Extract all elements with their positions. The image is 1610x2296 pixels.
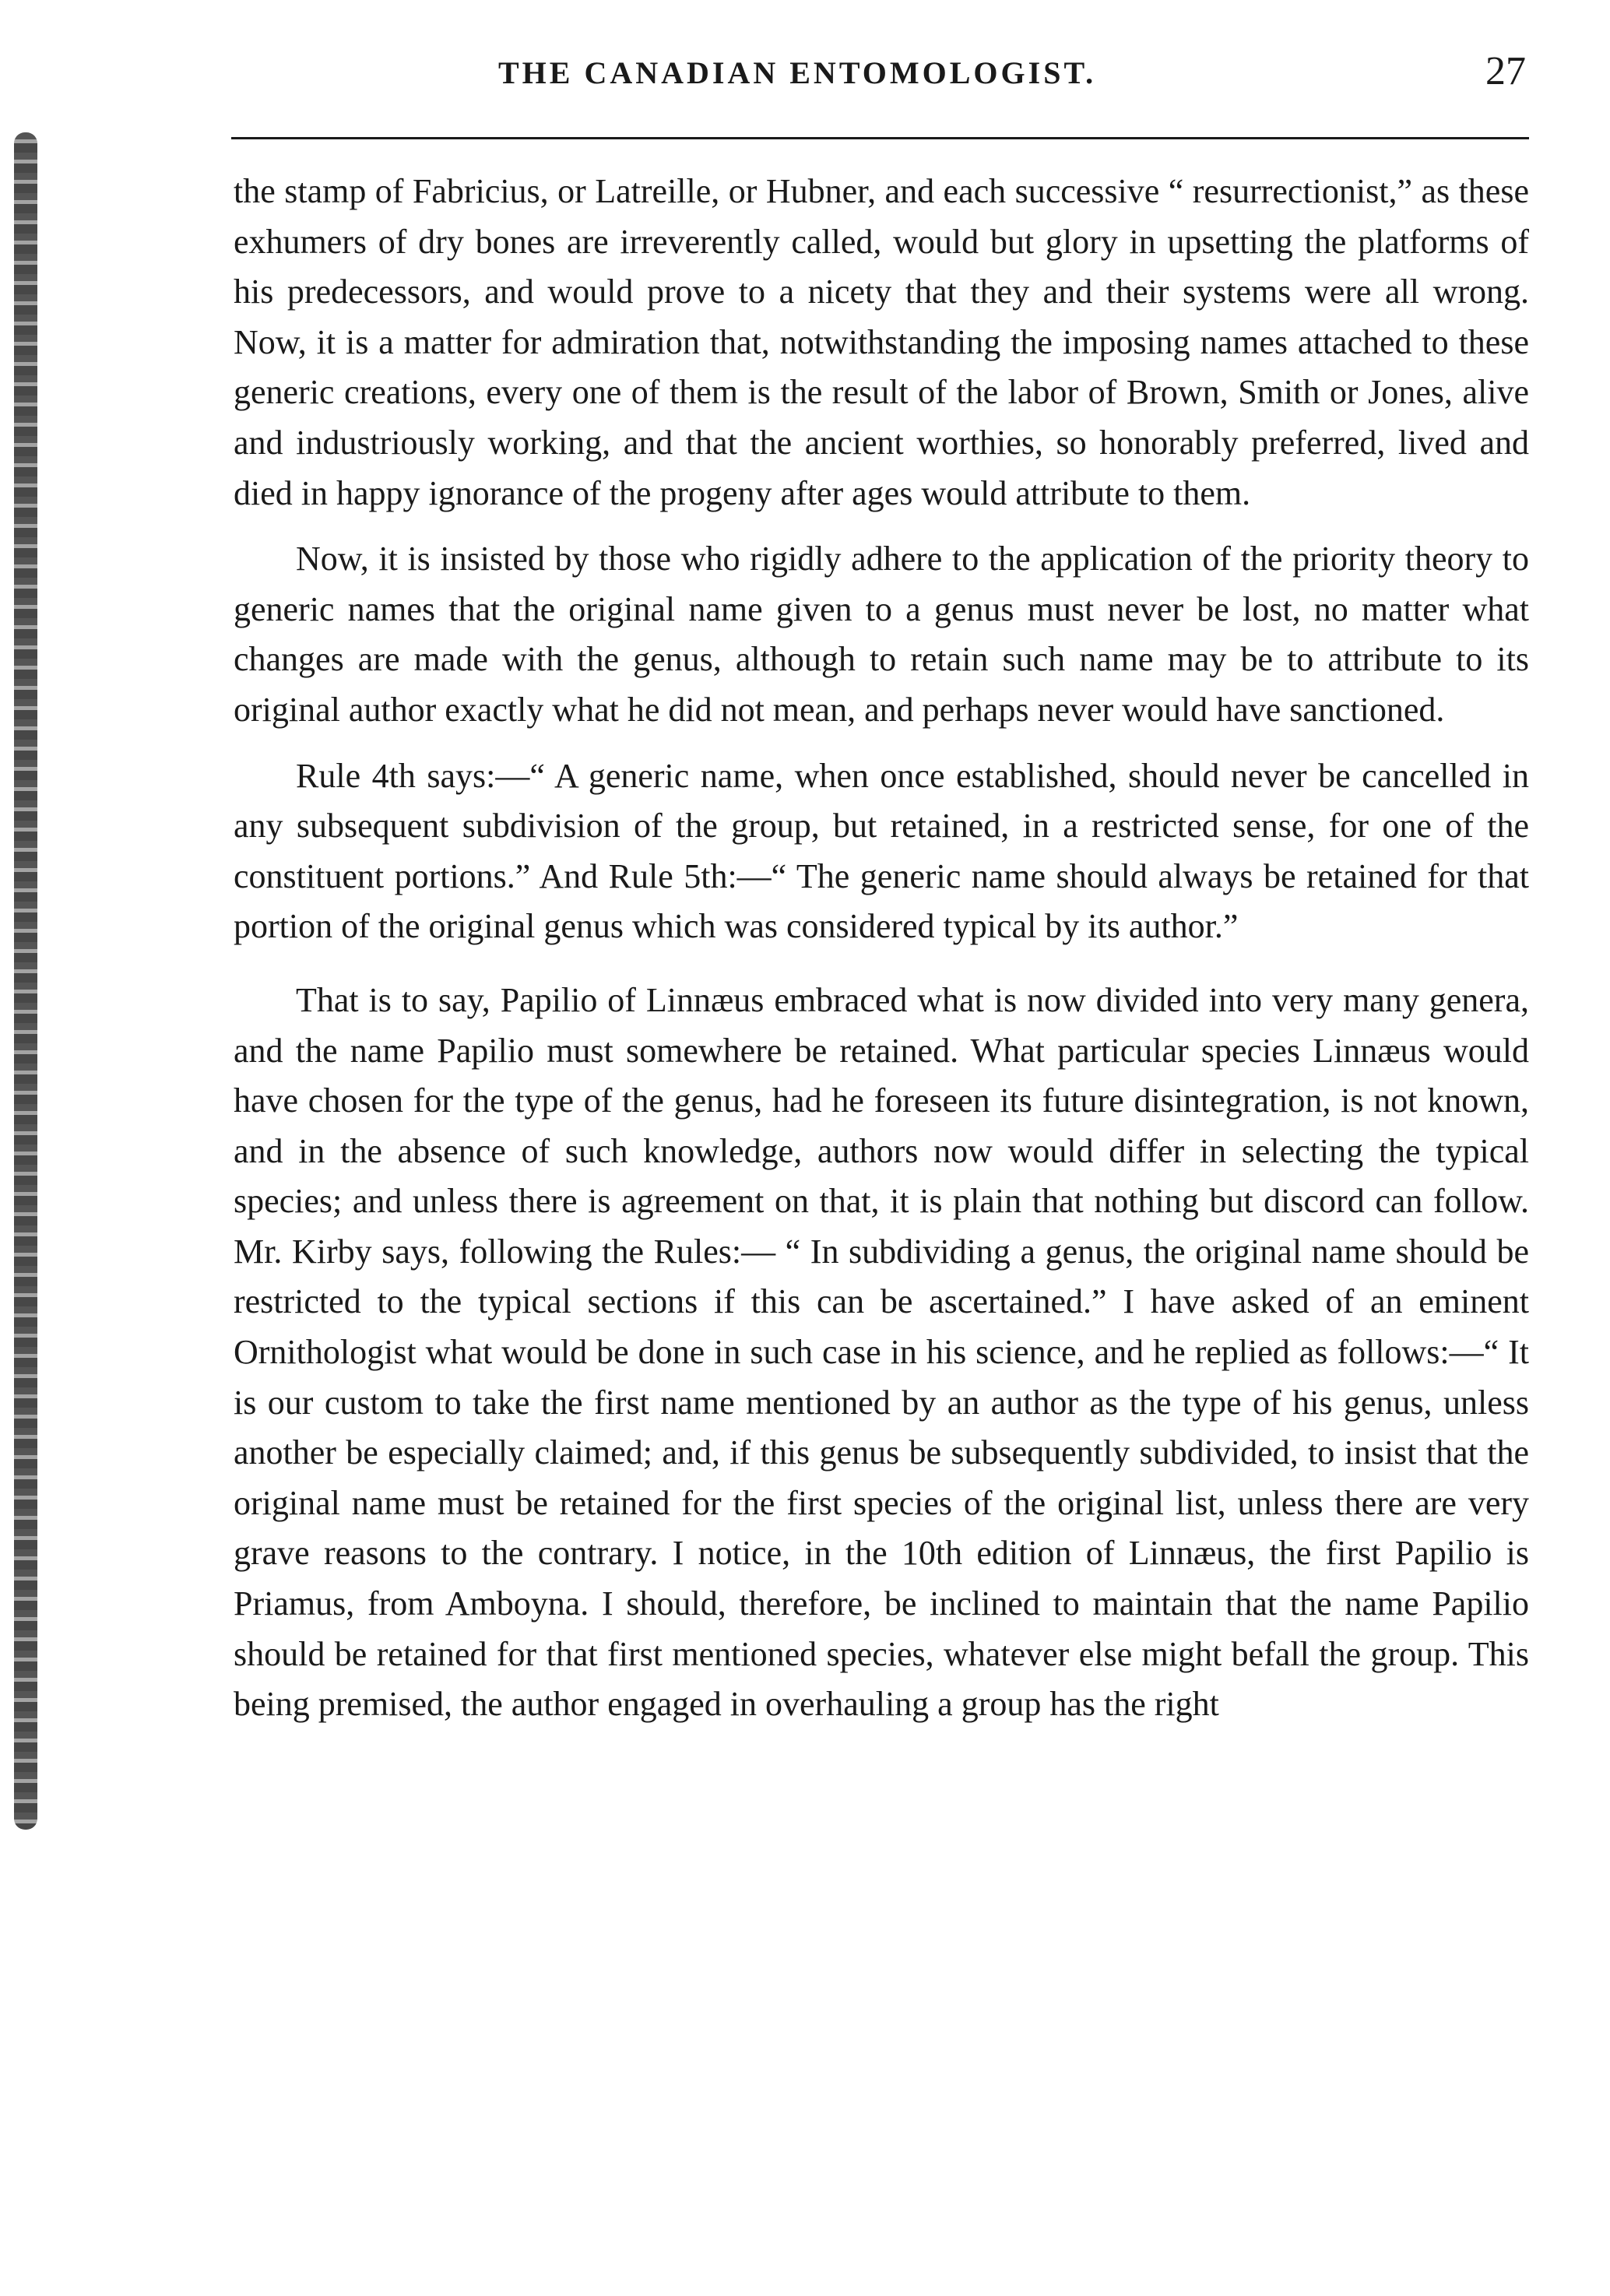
running-title: THE CANADIAN ENTOMOLOGIST. xyxy=(498,55,1097,90)
body-text xyxy=(234,167,1529,1730)
running-head xyxy=(234,48,1526,103)
paragraph-papilio: That is to say, Papilio of Linnæus embraced what is now divided into very many genera, and the name Papilio must somewhere be retained. What particular species Linnæus would have chosen for the type of the genus, had he foreseen its future disintegration, is not known, and in the absence of such knowledge, authors now would differ in selecting the typical species; and unless there is agreement on that, it is plain that nothing but discord can follow. Mr. Kirby says, following the Rules:— “ In subdividing a genus, the original name should be restricted to the typical sections if this can be ascertained.” I have asked of an eminent Ornithologist what would be done in such case in his science, and he replied as follows:—“ It is our custom to take the first name mentioned by an author as the type of his genus, unless another be especially claimed; and, if this genus be subsequently subdivided, to insist that the original name must be retained for the first species of the original list, unless there are very grave reasons to the contrary. I notice, in the 10th edition of Linnæus, the first Papilio is Priamus, from Amboyna. I should, therefore, be inclined to maintain that the name Papilio should be retained for that first mentioned species, whatever else might befall the group. This being premised, the author engaged in overhauling a group has the right xyxy=(234,980,1529,1724)
page-number: 27 xyxy=(1485,49,1526,93)
paragraph-priority-theory: Now, it is insisted by those who rigidly adhere to the application of the priority theory to generic names that the original name given to a genus must never be lost, no matter what changes are made with the genus, although to retain such name may be to attribute to its original author exactly what he did not mean, and perhaps never would have sanctioned. xyxy=(234,540,1529,729)
paragraph-rules: Rule 4th says:—“ A generic name, when once established, should never be cancelled in any subsequent subdivision of the group, but retained, in a restricted sense, for one of the constituent portions.” And Rule 5th:—“ The generic name should always be retained for that portion of the original genus which was considered typical by its author.” xyxy=(234,756,1529,946)
paragraph-continuation: the stamp of Fabricius, or Latreille, or Hubner, and each successive “ resurrectionist,” as these exhumers of dry bones are irreverently called, would but glory in upsetting the platforms of his predecessors, and would prove to a nicety that they and their systems were all wrong. Now, it is a matter for admiration that, notwithstanding the imposing names attached to these generic creations, every one of them is the result of the labor of Brown, Smith or Jones, alive and industriously working, and that the ancient worthies, so honorably preferred, lived and died in happy ignorance of the progeny after ages would attribute to them. xyxy=(234,172,1529,512)
header-rule xyxy=(231,137,1529,139)
scan-binding-shadow xyxy=(14,132,37,1830)
